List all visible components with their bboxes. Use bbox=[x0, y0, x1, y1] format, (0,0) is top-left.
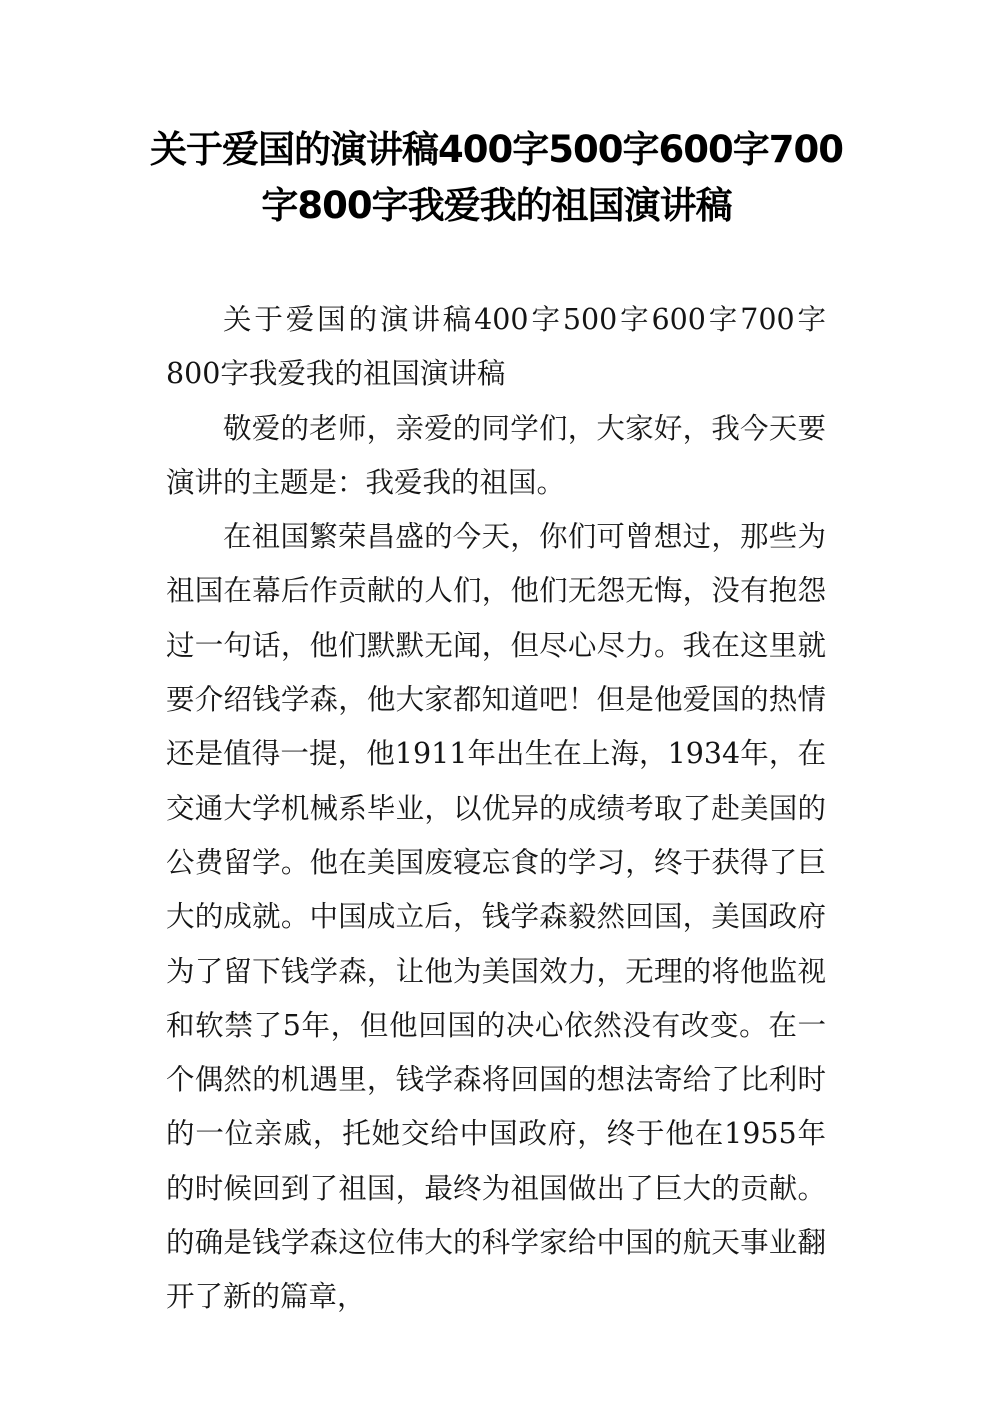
paragraph-greeting: 敬爱的老师，亲爱的同学们，大家好，我今天要演讲的主题是：我爱我的祖国。 bbox=[166, 411, 826, 499]
document-title: 关于爱国的演讲稿400字500字600字700字800字我爱我的祖国演讲稿 bbox=[150, 128, 843, 227]
paragraph-heading-repeat: 关于爱国的演讲稿400字500字600字700字800字我爱我的祖国演讲稿 bbox=[166, 303, 826, 391]
document-body bbox=[166, 293, 826, 1325]
paragraph-main: 在祖国繁荣昌盛的今天，你们可曾想过，那些为祖国在幕后作贡献的人们，他们无怨无悔，没有抱怨过一句话，他们默默无闻，但尽心尽力。我在这里就要介绍钱学森，他大家都知道吧！但是他爱国的热情还是值得一提，他1911年出生在上海，1934年，在交通大学机械系毕业，以优异的成绩考取了赴美国的公费留学。他在美国废寝忘食的学习，终于获得了巨大的成就。中国成立后，钱学森毅然回国，美国政府为了留下钱学森，让他为美国效力，无理的将他监视和软禁了5年，但他回国的决心依然没有改变。在一个偶然的机遇里，钱学森将回国的想法寄给了比利时的一位亲戚，托她交给中国政府，终于他在1955年的时候回到了祖国，最终为祖国做出了巨大的贡献。的确是钱学森这位伟大的科学家给中国的航天事业翻开了新的篇章， bbox=[166, 520, 826, 1314]
